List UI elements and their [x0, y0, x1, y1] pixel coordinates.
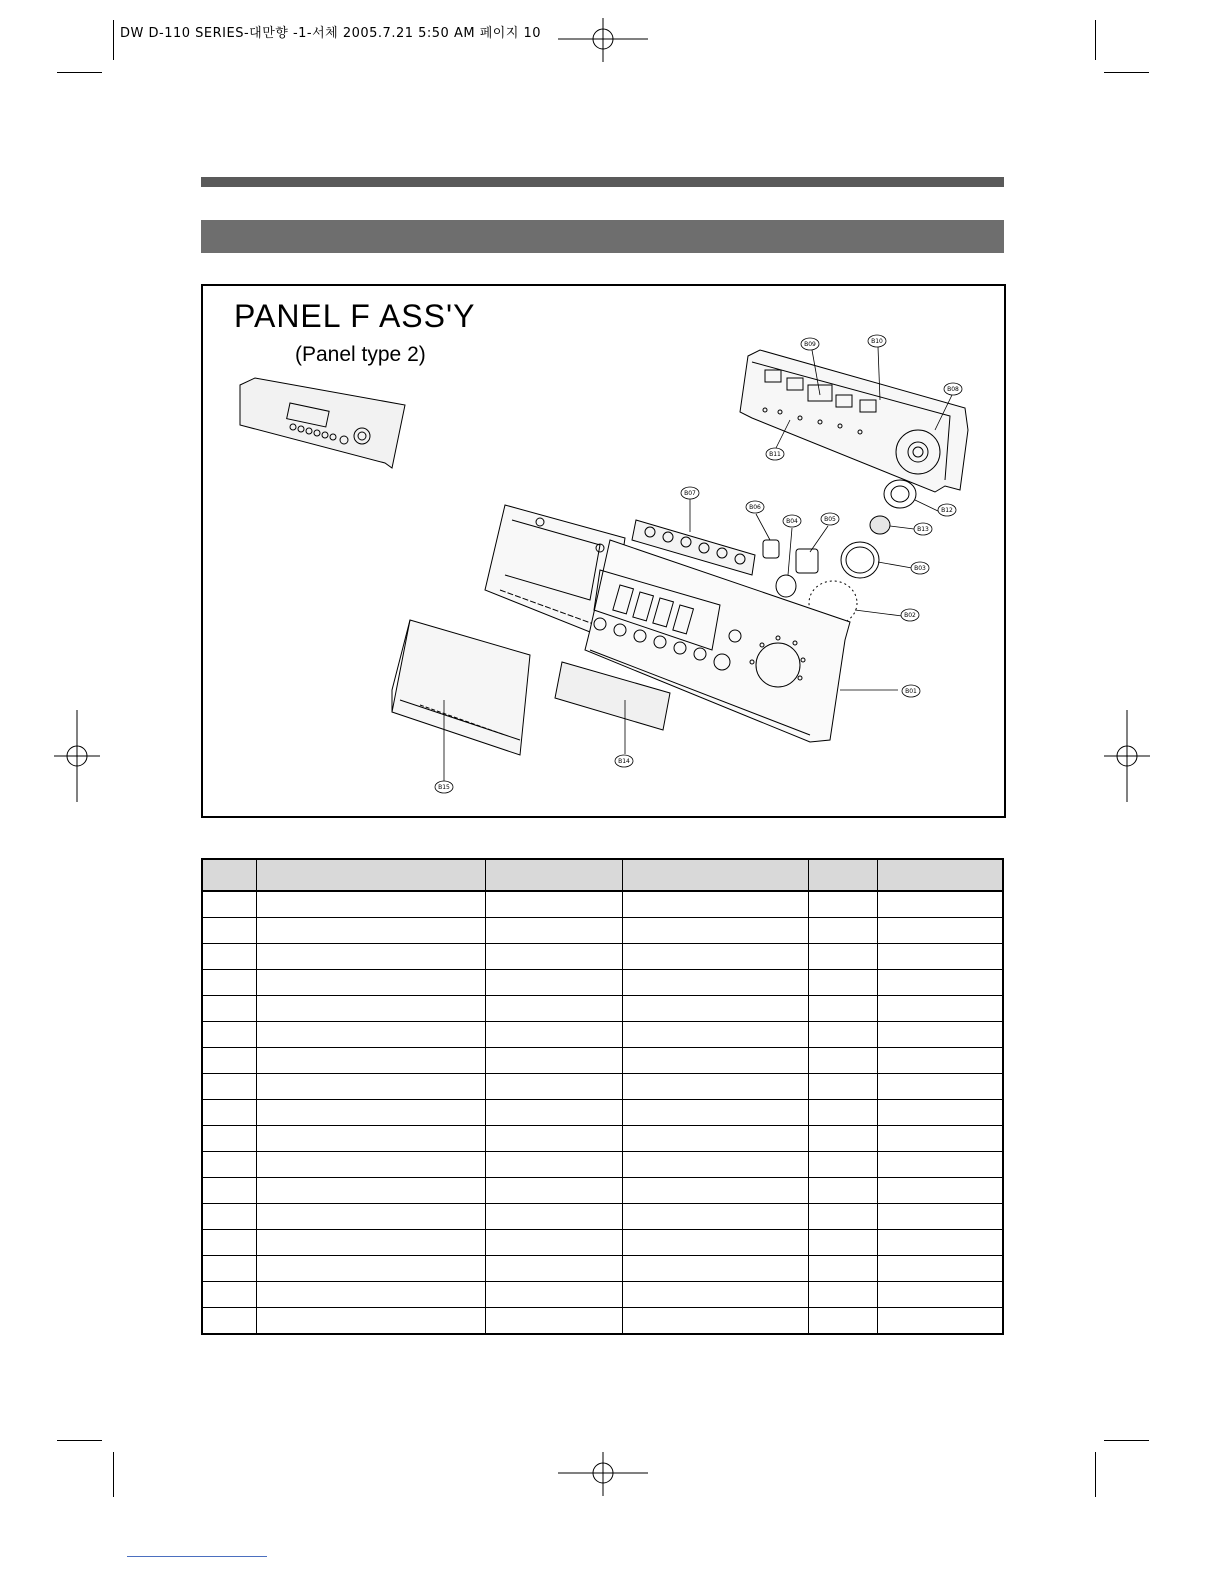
- table-row: [202, 1282, 1003, 1308]
- table-cell: [257, 1178, 485, 1204]
- table-cell: [485, 1230, 623, 1256]
- table-cell: [877, 1282, 1003, 1308]
- table-cell: [257, 1282, 485, 1308]
- callout-b10: [868, 335, 886, 347]
- table-cell: [257, 1100, 485, 1126]
- table-cell: [485, 1152, 623, 1178]
- print-header: DW D-110 SERIES-대만향 -1-서체 2005.7.21 5:50 AM 페이지 10: [120, 26, 542, 41]
- overview-panel-thumbnail: [240, 378, 405, 468]
- registration-mark-bottom: [556, 1452, 650, 1496]
- registration-mark-top: [556, 18, 650, 62]
- svg-text:B08: B08: [947, 386, 959, 393]
- svg-text:B09: B09: [804, 341, 816, 348]
- callout-b13: [914, 523, 932, 535]
- table-cell: [202, 1308, 257, 1335]
- table-cell: [877, 918, 1003, 944]
- table-cell: [623, 1048, 809, 1074]
- pcb-frame: [740, 350, 968, 492]
- table-cell: [808, 1152, 877, 1178]
- callout-b01: [902, 685, 920, 697]
- table-row: [202, 1074, 1003, 1100]
- table-cell: [485, 1022, 623, 1048]
- svg-text:B04: B04: [786, 518, 798, 525]
- table-row: [202, 1100, 1003, 1126]
- table-cell: [485, 1126, 623, 1152]
- table-cell: [808, 1048, 877, 1074]
- table-cell: [202, 1282, 257, 1308]
- header-rule: [201, 177, 1004, 187]
- table-cell: [257, 970, 485, 996]
- table-row: [202, 1204, 1003, 1230]
- table-cell: [623, 1230, 809, 1256]
- callout-b14: [615, 755, 633, 767]
- table-cell: [485, 1282, 623, 1308]
- callout-b12: [938, 504, 956, 516]
- table-cell: [485, 1074, 623, 1100]
- table-cell: [202, 1022, 257, 1048]
- table-cell: [485, 1204, 623, 1230]
- table-cell: [808, 970, 877, 996]
- header-cell: [202, 859, 257, 891]
- callout-b08: [944, 383, 962, 395]
- table-cell: [257, 1204, 485, 1230]
- table-row: [202, 1230, 1003, 1256]
- table-cell: [623, 1308, 809, 1335]
- table-cell: [877, 1048, 1003, 1074]
- table-cell: [623, 1022, 809, 1048]
- table-cell: [257, 1022, 485, 1048]
- table-cell: [877, 1230, 1003, 1256]
- table-row: [202, 944, 1003, 970]
- table-row: [202, 996, 1003, 1022]
- table-cell: [257, 918, 485, 944]
- table-cell: [485, 891, 623, 918]
- table-cell: [202, 944, 257, 970]
- table-cell: [808, 1074, 877, 1100]
- table-row: [202, 1152, 1003, 1178]
- table-cell: [202, 1126, 257, 1152]
- table-cell: [257, 1126, 485, 1152]
- table-cell: [202, 1256, 257, 1282]
- table-header-row: [202, 859, 1003, 891]
- table-cell: [877, 970, 1003, 996]
- table-cell: [257, 1308, 485, 1335]
- svg-text:B10: B10: [871, 338, 883, 345]
- table-cell: [808, 1230, 877, 1256]
- section-bar: [201, 220, 1004, 253]
- table-cell: [485, 1048, 623, 1074]
- table-cell: [485, 944, 623, 970]
- table-cell: [202, 1152, 257, 1178]
- table-cell: [257, 996, 485, 1022]
- table-cell: [808, 918, 877, 944]
- detergent-drawer: [392, 620, 530, 755]
- table-cell: [202, 996, 257, 1022]
- table-cell: [877, 1022, 1003, 1048]
- table-cell: [623, 1204, 809, 1230]
- table-cell: [623, 1126, 809, 1152]
- callout-b05: [821, 513, 839, 525]
- callout-b04: [783, 515, 801, 527]
- callout-b03: [911, 562, 929, 574]
- table-cell: [877, 1204, 1003, 1230]
- table-cell: [877, 1178, 1003, 1204]
- table-cell: [623, 944, 809, 970]
- table-cell: [202, 1048, 257, 1074]
- table-cell: [257, 1048, 485, 1074]
- table-cell: [808, 1178, 877, 1204]
- table-cell: [877, 996, 1003, 1022]
- exploded-drawing: [203, 286, 1001, 812]
- header-cell: [808, 859, 877, 891]
- table-cell: [808, 996, 877, 1022]
- table-cell: [623, 1152, 809, 1178]
- table-cell: [257, 891, 485, 918]
- table-body: [202, 891, 1003, 1334]
- button-b05: [796, 549, 818, 573]
- table-cell: [877, 1152, 1003, 1178]
- table-cell: [808, 1308, 877, 1335]
- table-cell: [623, 1178, 809, 1204]
- table-cell: [623, 918, 809, 944]
- table-row: [202, 1178, 1003, 1204]
- table-cell: [257, 1256, 485, 1282]
- table-cell: [485, 996, 623, 1022]
- table-row: [202, 891, 1003, 918]
- table-cell: [202, 970, 257, 996]
- table-cell: [877, 891, 1003, 918]
- callout-b09: [801, 338, 819, 350]
- table-cell: [202, 891, 257, 918]
- svg-text:B14: B14: [618, 758, 630, 765]
- callout-b06: [746, 501, 764, 513]
- callout-b11: [766, 448, 784, 460]
- svg-text:B07: B07: [684, 490, 696, 497]
- table-cell: [202, 1230, 257, 1256]
- button-b04: [776, 575, 796, 597]
- svg-text:B12: B12: [941, 507, 953, 514]
- table-cell: [485, 1178, 623, 1204]
- table-cell: [257, 1152, 485, 1178]
- table-cell: [485, 1308, 623, 1335]
- table-row: [202, 918, 1003, 944]
- table-cell: [877, 1256, 1003, 1282]
- table-cell: [808, 891, 877, 918]
- table-cell: [202, 1074, 257, 1100]
- svg-text:B06: B06: [749, 504, 761, 511]
- table-cell: [202, 1204, 257, 1230]
- svg-text:B11: B11: [769, 451, 781, 458]
- table-cell: [623, 1282, 809, 1308]
- table-cell: [485, 1256, 623, 1282]
- table-cell: [485, 1100, 623, 1126]
- table-cell: [202, 918, 257, 944]
- callout-b02: [901, 609, 919, 621]
- header-cell: [485, 859, 623, 891]
- svg-text:B13: B13: [917, 526, 929, 533]
- svg-text:B15: B15: [438, 784, 450, 791]
- knob-assembly: [870, 480, 916, 534]
- footer-link-underline: [127, 1556, 267, 1557]
- table-cell: [623, 1100, 809, 1126]
- table-cell: [808, 1256, 877, 1282]
- table-cell: [877, 944, 1003, 970]
- table-cell: [877, 1308, 1003, 1335]
- table-cell: [877, 1074, 1003, 1100]
- table-cell: [485, 970, 623, 996]
- table-row: [202, 1126, 1003, 1152]
- table-row: [202, 1048, 1003, 1074]
- table-cell: [877, 1126, 1003, 1152]
- table-cell: [808, 1204, 877, 1230]
- callout-b07: [681, 487, 699, 499]
- svg-text:B01: B01: [905, 688, 917, 695]
- table-cell: [808, 1022, 877, 1048]
- table-cell: [257, 944, 485, 970]
- table-cell: [808, 1282, 877, 1308]
- table-cell: [808, 1100, 877, 1126]
- parts-table: [201, 858, 1004, 1335]
- table-row: [202, 970, 1003, 996]
- registration-mark-left: [54, 710, 100, 802]
- registration-mark-right: [1104, 710, 1150, 802]
- table-cell: [485, 918, 623, 944]
- figure-title: PANEL F ASS'Y: [234, 298, 476, 334]
- header-cell: [877, 859, 1003, 891]
- table-cell: [808, 1126, 877, 1152]
- table-cell: [257, 1074, 485, 1100]
- figure-subtitle: (Panel type 2): [295, 343, 426, 366]
- table-cell: [623, 1074, 809, 1100]
- table-cell: [877, 1100, 1003, 1126]
- table-cell: [623, 891, 809, 918]
- table-cell: [623, 996, 809, 1022]
- button-b06: [763, 540, 779, 558]
- svg-text:B03: B03: [914, 565, 926, 572]
- svg-text:B05: B05: [824, 516, 836, 523]
- table-row: [202, 1308, 1003, 1335]
- table-cell: [623, 970, 809, 996]
- header-cell: [623, 859, 809, 891]
- table-cell: [202, 1178, 257, 1204]
- table-cell: [623, 1256, 809, 1282]
- header-cell: [257, 859, 485, 891]
- table-row: [202, 1022, 1003, 1048]
- svg-text:B02: B02: [904, 612, 916, 619]
- table-cell: [202, 1100, 257, 1126]
- callout-b15: [435, 781, 453, 793]
- table-row: [202, 1256, 1003, 1282]
- table-cell: [808, 944, 877, 970]
- table-cell: [257, 1230, 485, 1256]
